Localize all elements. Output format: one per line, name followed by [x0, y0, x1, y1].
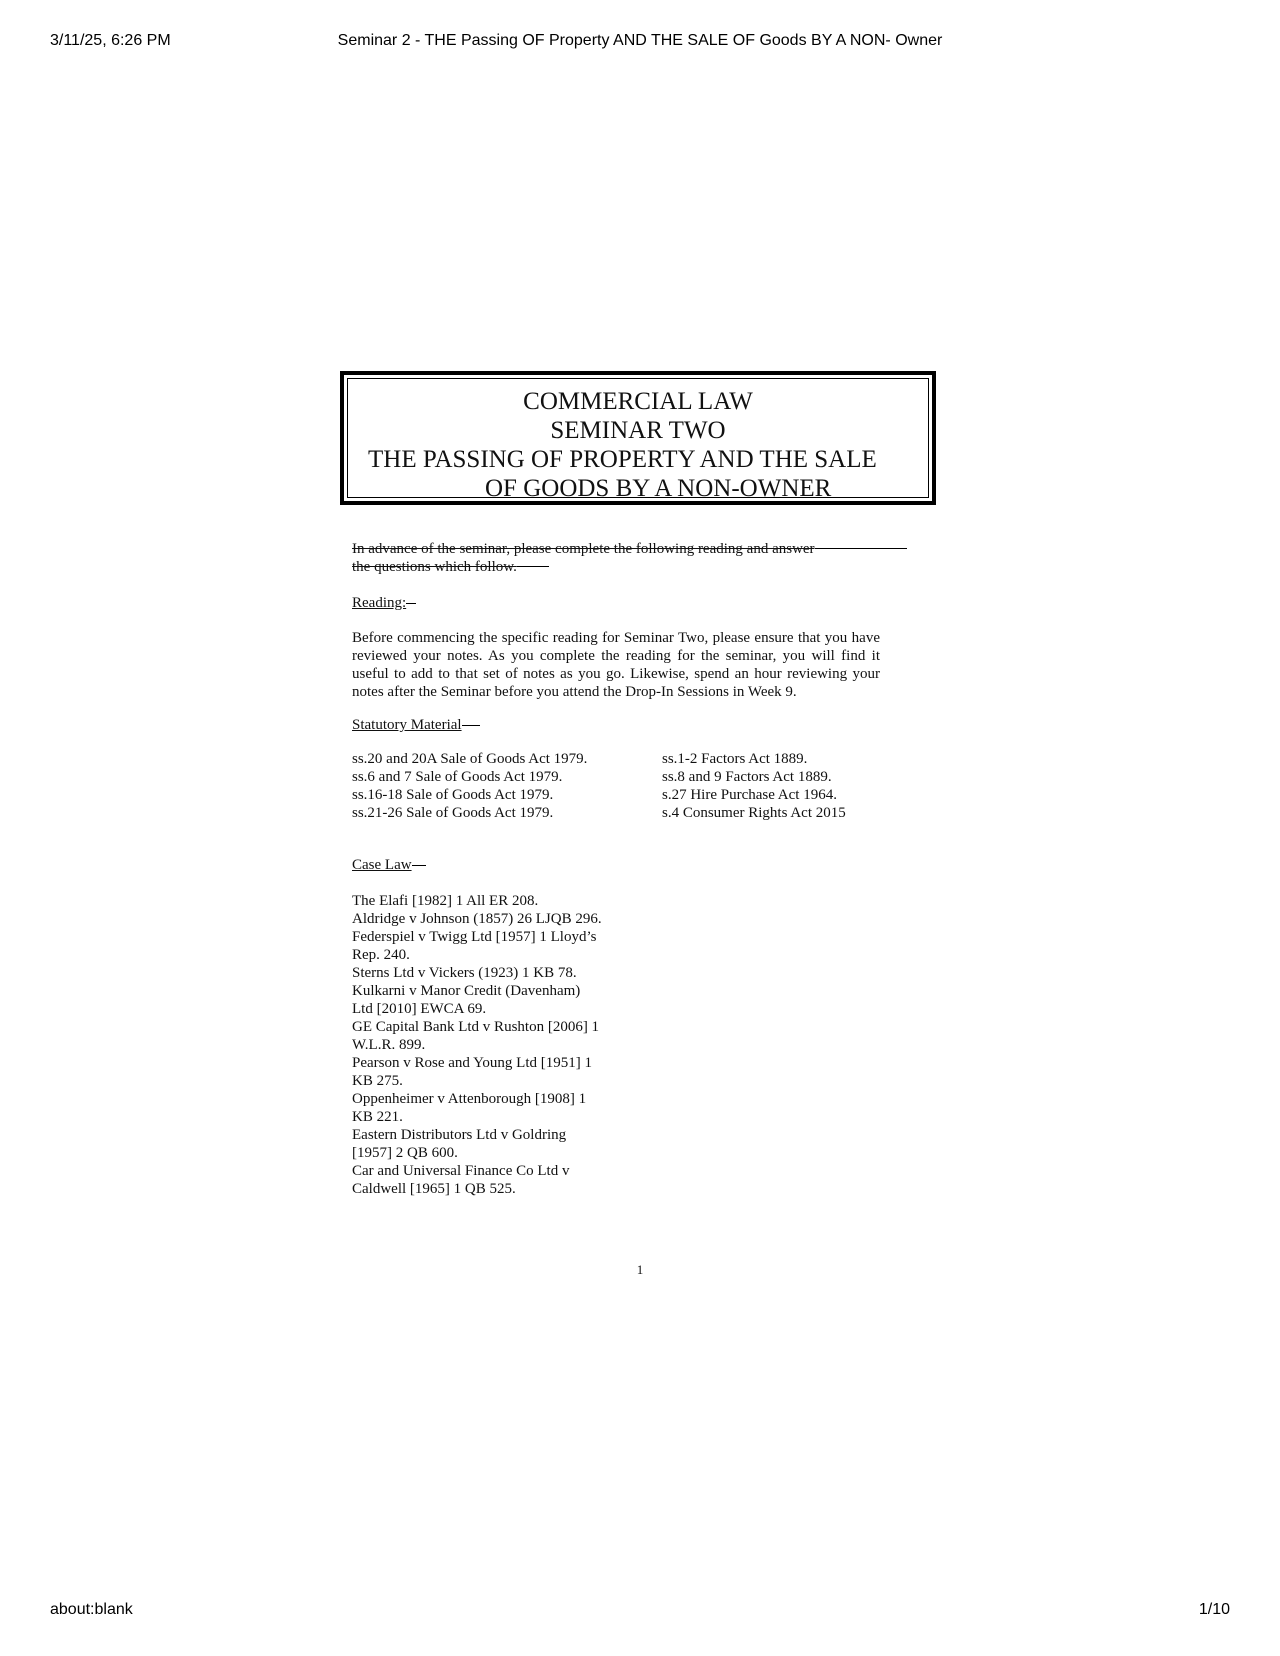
statute-item: ss.20 and 20A Sale of Goods Act 1979. [352, 751, 588, 767]
underline-rule [406, 603, 416, 604]
statute-item: ss.1-2 Factors Act 1889. [662, 751, 808, 767]
case-item: Federspiel v Twigg Ltd [1957] 1 Lloyd’s Rep. 240. [352, 929, 597, 963]
intro-text: In advance of the seminar, please complete the following reading and answer [352, 541, 815, 557]
underline-rule [412, 865, 426, 866]
statute-item: ss.8 and 9 Factors Act 1889. [662, 769, 832, 785]
print-url: about:blank [50, 1601, 133, 1618]
intro-line [352, 540, 922, 558]
intro-instructions [352, 540, 922, 576]
statutory-list-right [662, 750, 846, 822]
case-item: Sterns Ltd v Vickers (1923) 1 KB 78. [352, 965, 577, 981]
title-line: OF GOODS BY A NON-OWNER [485, 475, 832, 502]
case-item: The Elafi [1982] 1 All ER 208. [352, 893, 539, 909]
case-item: Kulkarni v Manor Credit (Davenham) Ltd [2010] EWCA 69. [352, 983, 581, 1017]
case-law-heading [352, 856, 426, 874]
reading-heading [352, 594, 416, 612]
title-line: COMMERCIAL LAW [523, 388, 753, 415]
statute-item: ss.6 and 7 Sale of Goods Act 1979. [352, 769, 563, 785]
print-page-title: Seminar 2 - THE Passing OF Property AND THE SALE OF Goods BY A NON- Owner [337, 32, 943, 49]
statutory-list-left [352, 750, 598, 822]
case-item: Car and Universal Finance Co Ltd v Caldwell [1965] 1 QB 525. [352, 1163, 570, 1197]
print-header [0, 28, 1280, 58]
title-box [340, 371, 936, 505]
title-line: SEMINAR TWO [550, 417, 726, 444]
statute-item: s.27 Hire Purchase Act 1964. [662, 787, 837, 803]
print-page-count: 1/10 [1198, 1601, 1230, 1618]
print-footer [0, 1597, 1280, 1627]
case-law-heading-text: Case Law [352, 857, 412, 873]
title-box-inner [347, 378, 929, 502]
statute-item: s.4 Consumer Rights Act 2015 [662, 805, 846, 821]
print-datetime: 3/11/25, 6:26 PM [50, 32, 171, 49]
title-line: THE PASSING OF PROPERTY AND THE SALE [368, 446, 877, 473]
reading-paragraph: Before commencing the specific reading for Seminar Two, please ensure that you have reviewed your notes. As you complete the reading for the seminar, you will find it useful to add to that set of notes as you go. Likewise, spend an hour reviewing your notes after the Seminar before you attend the Drop-In Sessions in Week 9. [352, 630, 880, 700]
case-item: Aldridge v Johnson (1857) 26 LJQB 296. [352, 911, 602, 927]
statutory-heading [352, 716, 480, 734]
intro-text: the questions which follow. [352, 559, 517, 575]
statute-item: ss.16-18 Sale of Goods Act 1979. [352, 787, 554, 803]
case-item: Eastern Distributors Ltd v Goldring [1957] 2 QB 600. [352, 1127, 567, 1161]
statutory-heading-text: Statutory Material [352, 717, 462, 733]
intro-line [352, 558, 922, 576]
reading-heading-text: Reading: [352, 595, 407, 611]
case-item: Oppenheimer v Attenborough [1908] 1 KB 221. [352, 1091, 587, 1125]
page-number: 1 [636, 1262, 644, 1277]
case-list [352, 892, 602, 1198]
statute-item: ss.21-26 Sale of Goods Act 1979. [352, 805, 554, 821]
case-item: GE Capital Bank Ltd v Rushton [2006] 1 W.L.R. 899. [352, 1019, 600, 1053]
underline-rule [517, 566, 549, 567]
case-item: Pearson v Rose and Young Ltd [1951] 1 KB 275. [352, 1055, 592, 1089]
underline-rule [462, 725, 480, 726]
underline-rule [815, 548, 907, 549]
